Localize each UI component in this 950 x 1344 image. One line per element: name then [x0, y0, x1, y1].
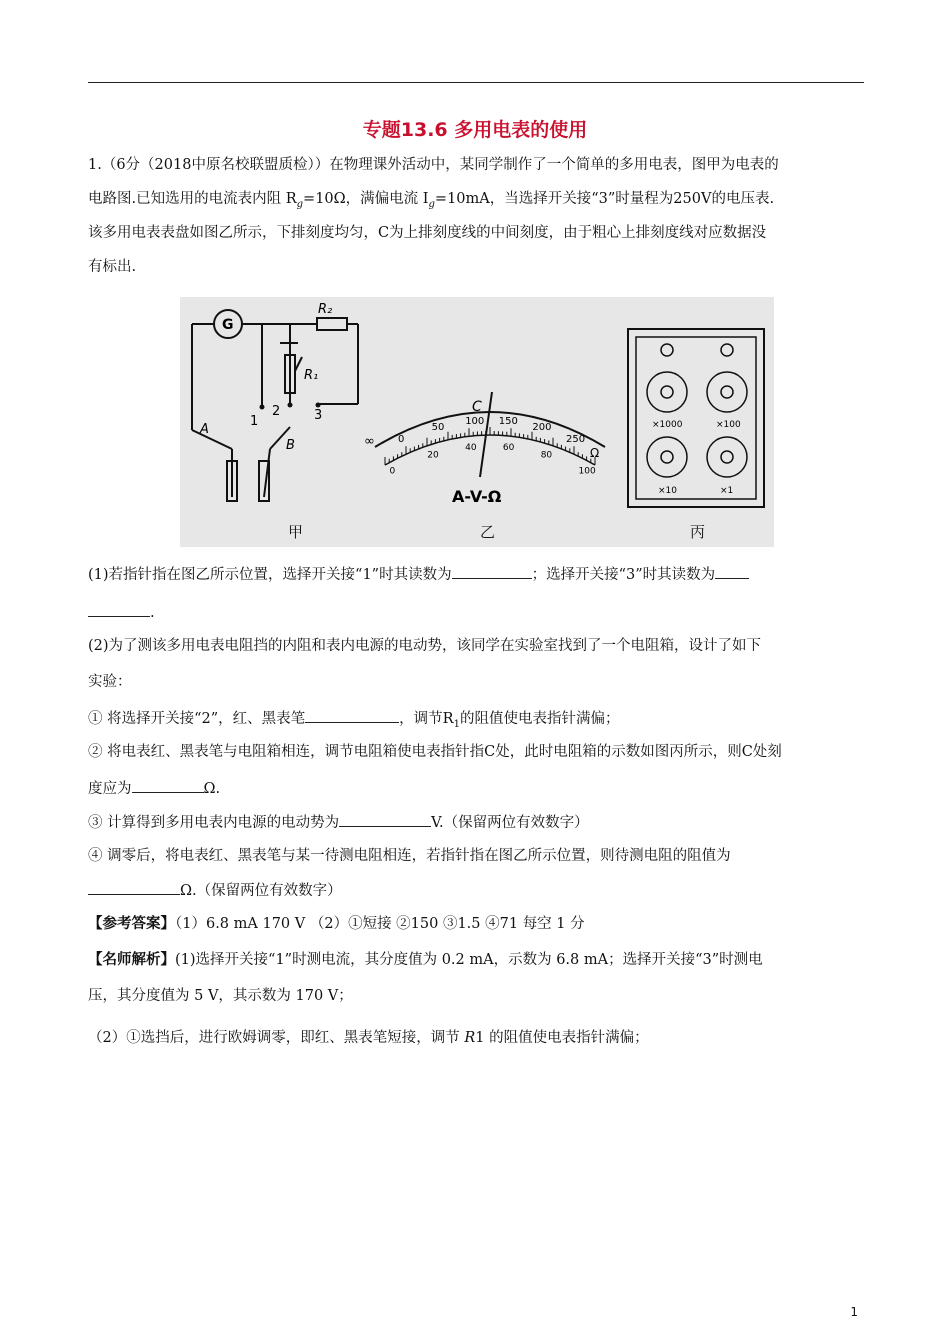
resistor-r2-icon [317, 318, 347, 330]
scale-lower-label: 40 [465, 442, 477, 453]
resistance-box [628, 329, 764, 507]
part2-line1: (2)为了测该多用电表电阻挡的内阻和表内电源的电动势，该同学在实验室找到了一个电阻箱，设计了如下 [88, 638, 762, 654]
scale-lower-label: 20 [427, 450, 439, 461]
label-r1: R₁ [304, 368, 319, 383]
dial-text: A-V-Ω [452, 487, 502, 506]
scale-lower-label: 0 [389, 466, 396, 477]
box-mult-10: ×10 [658, 486, 677, 496]
scale-omega: Ω [590, 446, 600, 460]
page-number: 1 [850, 1305, 858, 1319]
blank-4[interactable] [132, 778, 204, 793]
terminal-3-icon [316, 403, 321, 408]
knob-100-icon [707, 372, 747, 412]
step3-line: ③ 计算得到多用电表内电源的电动势为 V.（保留两位有效数字） [88, 812, 589, 833]
page-title: 专题13.6 多用电表的使用 [362, 119, 588, 141]
scale-lower-label: 80 [540, 450, 553, 461]
scale-lower-label: 100 [578, 466, 596, 477]
blank-6[interactable] [88, 880, 180, 895]
scale-upper-label: 100 [465, 415, 485, 427]
analysis-line3: （2）①选挡后，进行欧姆调零，即红、黑表笔短接，调节 R1 的阻值使电表指针满偏； [88, 1030, 649, 1046]
label-3: 3 [314, 408, 323, 423]
knob-1-icon [707, 437, 747, 477]
knob-10-icon [647, 437, 687, 477]
blank-2b[interactable] [88, 602, 150, 617]
knob-1000-icon [647, 372, 687, 412]
blank-1[interactable] [452, 564, 532, 579]
part1-line: (1)若指针指在图乙所示位置，选择开关接“1”时其读数为 ；选择开关接“3”时其读数为 [88, 564, 749, 585]
blank-5[interactable] [339, 812, 431, 827]
scale-upper-label: 200 [532, 421, 552, 433]
terminal-2-icon [288, 403, 293, 408]
terminal-1-icon [260, 405, 265, 410]
label-a: A [200, 422, 209, 437]
label-r2: R₂ [318, 302, 333, 317]
label-c: C [472, 399, 482, 415]
box-terminal-left-icon [661, 344, 673, 356]
label-b: B [286, 438, 295, 453]
label-2: 2 [272, 404, 281, 419]
step4-line1: ④ 调零后，将电表红、黑表笔与某一待测电阻相连，若指针指在图乙所示位置，则待测电阻的阻值为 [88, 848, 731, 864]
box-mult-100: ×100 [716, 420, 741, 430]
scale-inf: ∞ [364, 434, 375, 449]
answer-line: 【参考答案】（1）6.8 mA 170 V （2）①短接 ②150 ③1.5 ④71 每空 1 分 [88, 915, 585, 932]
box-mult-1: ×1 [720, 486, 734, 496]
scale-upper-label: 50 [431, 421, 445, 433]
scale-upper-label: 150 [498, 415, 518, 427]
q1-stem-line3: 该多用电表表盘如图乙所示，下排刻度均匀，C为上排刻度线的中间刻度，由于粗心上排刻度线对应数据没 [88, 225, 767, 241]
label-g: G [222, 317, 234, 333]
analysis-line1: 【名师解析】(1)选择开关接“1”时测电流，其分度值为 0.2 mA，示数为 6.8 mA；选择开关接“3”时测电 [88, 951, 763, 968]
header-rule [88, 82, 864, 83]
q1-stem-line1: 1.（6分（2018中原名校联盟质检））在物理课外活动中，某同学制作了一个简单的多用电表，图甲为电表的 [88, 157, 779, 173]
label-1: 1 [250, 414, 259, 429]
blank-2a[interactable] [715, 564, 749, 579]
caption-bing: 丙 [690, 523, 706, 541]
part1-line2: . [88, 602, 155, 623]
q1-stem-line2: 电路图.已知选用的电流表内阻 $R_g=10\Omega$，满偏电流 $I_g=10mA$，当选择开关接“3”时量程为250V的电压表. [88, 191, 775, 210]
scale-upper-label: 250 [566, 434, 586, 446]
figure-svg [180, 297, 774, 547]
blank-3[interactable] [305, 708, 399, 723]
step2-line1: ② 将电表红、黑表笔与电阻箱相连，调节电阻箱使电表指针指C处，此时电阻箱的示数如图丙所示，则C处刻 [88, 744, 782, 760]
box-terminal-right-icon [721, 344, 733, 356]
analysis-line2: 压，其分度值为 5 V，其示数为 170 V； [88, 988, 353, 1004]
figure-panel [180, 297, 774, 547]
part2-line2: 实验： [88, 674, 132, 690]
step1-line: ① 将选择开关接“2”，红、黑表笔 ，调节$R_1$的阻值使电表指针满偏； [88, 708, 619, 735]
q1-stem-line4: 有标出. [88, 259, 137, 275]
step4-line2: Ω.（保留两位有效数字） [88, 880, 342, 901]
caption-jia: 甲 [288, 523, 304, 541]
dial-ticks [385, 427, 595, 465]
scale-upper-label: 0 [398, 434, 405, 446]
caption-yi: 乙 [480, 523, 496, 541]
scale-lower-label: 60 [502, 442, 515, 453]
step2-line2: 度应为 Ω. [88, 778, 220, 799]
box-mult-1000: ×1000 [652, 420, 683, 430]
scale-upper-labels [398, 416, 585, 445]
